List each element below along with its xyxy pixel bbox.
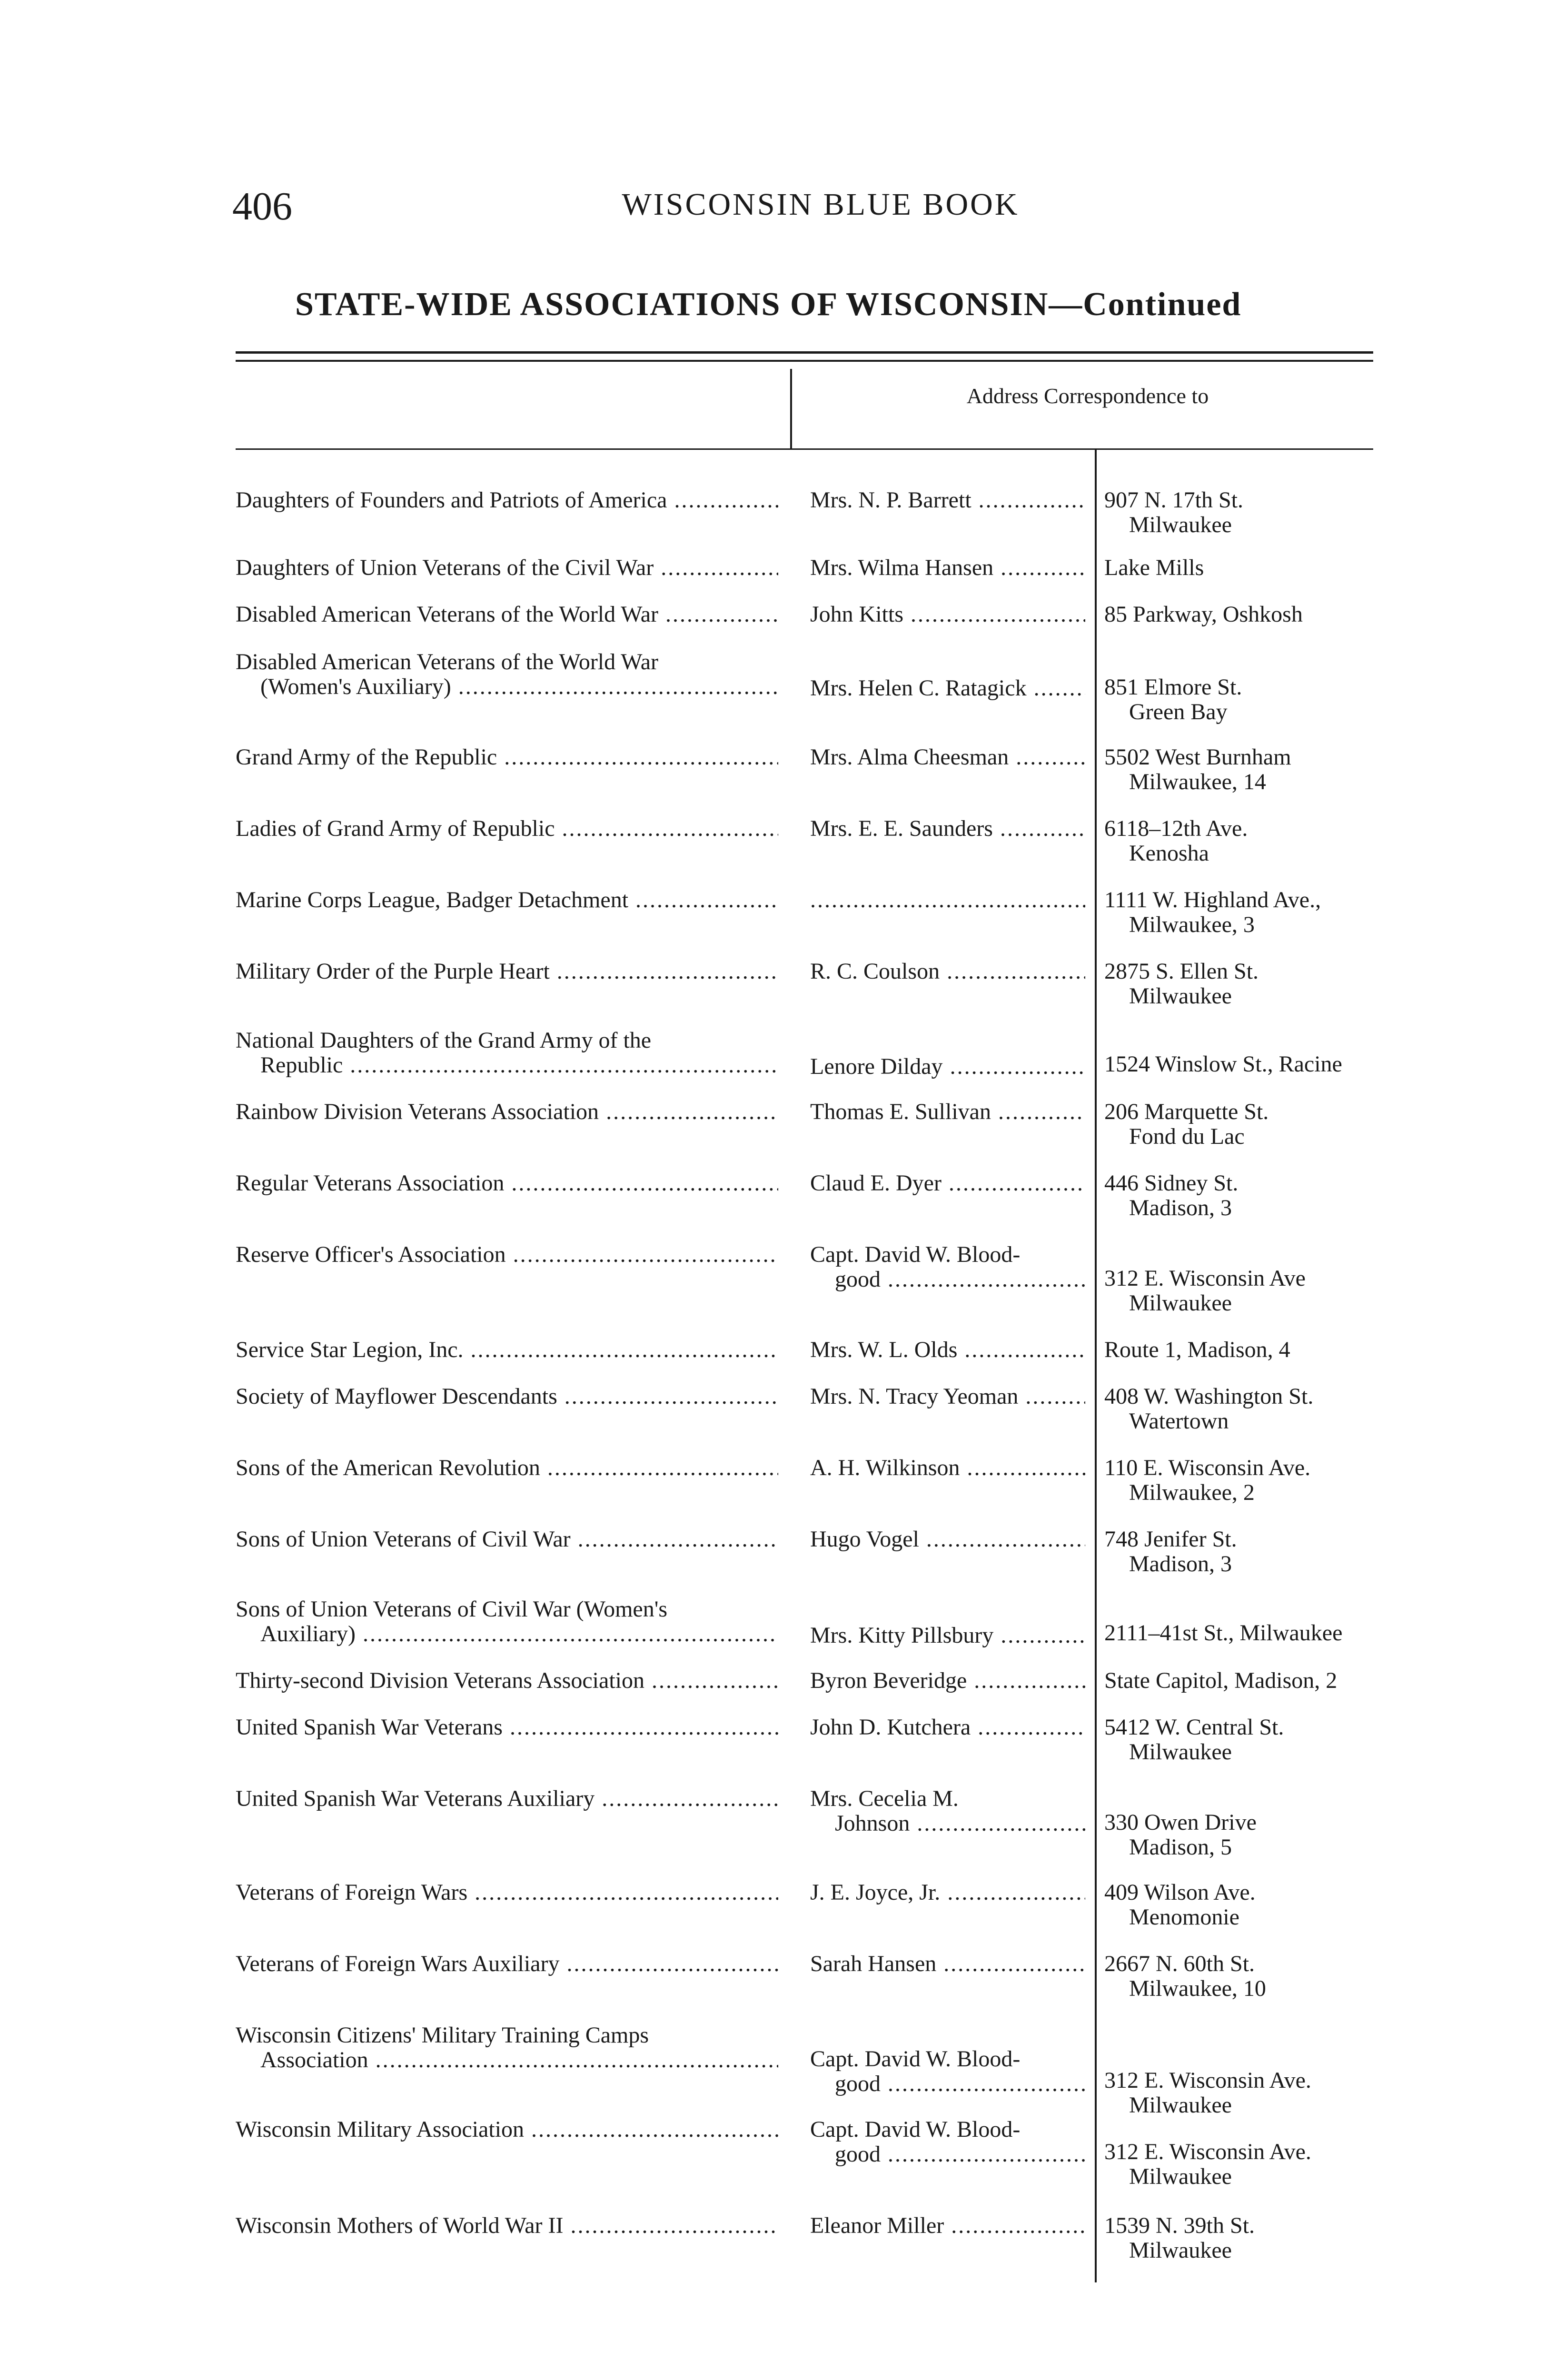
contact-address-line: Menomonie: [1129, 1904, 1239, 1930]
contact-address-line: 206 Marquette St.: [1104, 1099, 1269, 1124]
contact-name-line: Claud E. Dyer .....: [810, 1171, 1085, 1196]
contact-name-line: J. E. Joyce, Jr. .....: [810, 1880, 1085, 1905]
contact-name: [810, 959, 1085, 984]
association-name-line: Republic .....: [236, 1053, 778, 1078]
contact-name: [810, 1171, 1085, 1196]
association-name-line: Disabled American Veterans of the World War .....: [236, 602, 778, 627]
contact-name-line: Mrs. W. L. Olds .....: [810, 1338, 1085, 1362]
contact-address: [1104, 1810, 1390, 1860]
contact-name: [810, 2047, 1085, 2096]
association-name: [236, 1028, 778, 1078]
association-name: [236, 745, 778, 770]
contact-address-line: Route 1, Madison, 4: [1104, 1337, 1290, 1362]
contact-name-line: Mrs. Kitty Pillsbury .....: [810, 1623, 1085, 1648]
association-name: [236, 1338, 778, 1362]
association-name: [236, 1668, 778, 1693]
contact-address-line: 6118–12th Ave.: [1104, 816, 1248, 841]
association-name: [236, 1100, 778, 1124]
association-name-line: Ladies of Grand Army of Republic .....: [236, 816, 778, 841]
column-header: Address Correspondence to: [966, 384, 1209, 408]
contact-name-line: Sarah Hansen .....: [810, 1952, 1085, 1976]
association-name-line: Wisconsin Military Association .....: [236, 2117, 778, 2142]
contact-name-line: Johnson .....: [810, 1811, 1085, 1836]
contact-name: [810, 488, 1085, 513]
association-name: [236, 555, 778, 580]
contact-address-line: Milwaukee, 14: [1129, 769, 1266, 794]
contact-address-line: 2667 N. 60th St.: [1104, 1951, 1255, 1976]
association-name: [236, 2117, 778, 2142]
contact-address-line: 1539 N. 39th St.: [1104, 2213, 1255, 2238]
contact-name: [810, 1786, 1085, 1836]
contact-name-line: Mrs. Alma Cheesman .....: [810, 745, 1085, 770]
contact-address-line: Madison, 3: [1129, 1551, 1232, 1577]
contact-address-line: 5412 W. Central St.: [1104, 1715, 1284, 1740]
association-name-line: Reserve Officer's Association .....: [236, 1242, 778, 1267]
association-name-line: Daughters of Founders and Patriots of America .....: [236, 488, 778, 513]
contact-address-line: 2875 S. Ellen St.: [1104, 959, 1259, 984]
contact-address-line: 408 W. Washington St.: [1104, 1384, 1314, 1409]
contact-name-line: Mrs. Wilma Hansen .....: [810, 555, 1085, 580]
association-name: [236, 888, 778, 912]
contact-name-line: Thomas E. Sullivan .....: [810, 1100, 1085, 1124]
contact-address: [1104, 555, 1390, 580]
contact-name-line: Capt. David W. Blood-: [810, 1242, 1021, 1267]
association-name-line: Wisconsin Mothers of World War II .....: [236, 2213, 778, 2238]
contact-address-line: State Capitol, Madison, 2: [1104, 1668, 1338, 1693]
contact-name: [810, 1384, 1085, 1409]
association-name: [236, 488, 778, 513]
contact-name-line: Eleanor Miller .....: [810, 2213, 1085, 2238]
contact-address-line: Milwaukee: [1129, 2238, 1232, 2263]
contact-address-line: Milwaukee: [1129, 2092, 1232, 2118]
contact-address-line: 748 Jenifer St.: [1104, 1527, 1237, 1552]
contact-address: [1104, 1266, 1390, 1316]
contact-name-line: Mrs. Helen C. Ratagick .....: [810, 676, 1085, 701]
contact-address-line: 1524 Winslow St., Racine: [1104, 1051, 1342, 1077]
contact-name-line: Lenore Dilday .....: [810, 1054, 1085, 1079]
contact-address-line: 312 E. Wisconsin Ave: [1104, 1266, 1306, 1291]
contact-name: [810, 1054, 1085, 1079]
association-name: [236, 602, 778, 627]
association-name: [236, 1456, 778, 1480]
contact-name-line: good .....: [810, 1267, 1085, 1292]
contact-address-line: Madison, 3: [1129, 1195, 1232, 1220]
contact-address: [1104, 1668, 1390, 1693]
association-name-line: (Women's Auxiliary) .....: [236, 674, 778, 699]
contact-address: [1104, 888, 1390, 937]
contact-address: [1104, 816, 1390, 866]
contact-name: [810, 1880, 1085, 1905]
contact-address: [1104, 1171, 1390, 1220]
association-name-line: Thirty-second Division Veterans Association .....: [236, 1668, 778, 1693]
contact-address: [1104, 2140, 1390, 2189]
association-name: [236, 1597, 778, 1646]
association-name-line: Sons of the American Revolution .....: [236, 1456, 778, 1480]
contact-address-line: Milwaukee: [1129, 512, 1232, 537]
contact-name: [810, 1242, 1085, 1292]
contact-name: [810, 1338, 1085, 1362]
contact-name-line: good .....: [810, 2072, 1085, 2096]
association-name-line: Rainbow Division Veterans Association .....: [236, 1100, 778, 1124]
contact-address-line: Green Bay: [1129, 699, 1228, 724]
association-name-line: United Spanish War Veterans Auxiliary .....: [236, 1786, 778, 1811]
association-name-line: Regular Veterans Association .....: [236, 1171, 778, 1196]
contact-address-line: Milwaukee, 10: [1129, 1976, 1266, 2001]
contact-address-line: 330 Owen Drive: [1104, 1810, 1257, 1835]
contact-name-line: Capt. David W. Blood-: [810, 2047, 1021, 2072]
contact-address: [1104, 745, 1390, 794]
contact-name-line: Hugo Vogel .....: [810, 1527, 1085, 1552]
page-number: 406: [232, 184, 292, 228]
contact-address: [1104, 1384, 1390, 1434]
contact-name: [810, 602, 1085, 627]
contact-address-line: 312 E. Wisconsin Ave.: [1104, 2068, 1311, 2093]
contact-address: [1104, 1952, 1390, 2001]
contact-address: [1104, 1100, 1390, 1149]
header-vertical-rule: [790, 369, 792, 450]
association-name-line: Grand Army of the Republic .....: [236, 745, 778, 770]
association-name: [236, 2213, 778, 2238]
top-double-rule-2: [236, 360, 1373, 362]
running-title: WISCONSIN BLUE BOOK: [622, 187, 1020, 222]
contact-address-line: Watertown: [1129, 1408, 1229, 1434]
contact-name: [810, 676, 1085, 701]
contact-address-line: Fond du Lac: [1129, 1124, 1245, 1149]
contact-name-line: Byron Beveridge .....: [810, 1668, 1085, 1693]
contact-address: [1104, 1456, 1390, 1505]
association-name: [236, 1384, 778, 1409]
contact-address-line: Milwaukee: [1129, 1290, 1232, 1316]
contact-address-line: 110 E. Wisconsin Ave.: [1104, 1455, 1311, 1480]
association-name-line: Daughters of Union Veterans of the Civil War .....: [236, 555, 778, 580]
contact-address: [1104, 1715, 1390, 1765]
contact-address-line: Milwaukee: [1129, 983, 1232, 1009]
contact-name: [810, 2117, 1085, 2167]
contact-address-line: Milwaukee: [1129, 1739, 1232, 1765]
contact-address: [1104, 2213, 1390, 2263]
section-title: STATE-WIDE ASSOCIATIONS OF WISCONSIN—Continued: [295, 286, 1242, 323]
association-name-line: Veterans of Foreign Wars .....: [236, 1880, 778, 1905]
association-name: [236, 2023, 778, 2073]
contact-name: [810, 1527, 1085, 1552]
contact-address: [1104, 2068, 1390, 2118]
association-name: [236, 1242, 778, 1267]
contact-address-line: 907 N. 17th St.: [1104, 487, 1244, 513]
contact-address-line: 851 Elmore St.: [1104, 674, 1242, 700]
association-name-line: Auxiliary) .....: [236, 1622, 778, 1646]
contact-address-line: 312 E. Wisconsin Ave.: [1104, 2139, 1311, 2164]
association-name-line: United Spanish War Veterans .....: [236, 1715, 778, 1740]
contact-name-line: [810, 888, 1085, 912]
contact-name: [810, 1623, 1085, 1648]
header-bottom-rule-left: [236, 448, 790, 450]
contact-name-line: Mrs. E. E. Saunders .....: [810, 816, 1085, 841]
contact-name: [810, 1952, 1085, 1976]
association-name: [236, 1527, 778, 1552]
association-name-line: Sons of Union Veterans of Civil War (Women's: [236, 1597, 668, 1622]
contact-name-line: R. C. Coulson .....: [810, 959, 1085, 984]
contact-address: [1104, 1527, 1390, 1577]
contact-name: [810, 1100, 1085, 1124]
association-name: [236, 1715, 778, 1740]
association-name-line: Sons of Union Veterans of Civil War .....: [236, 1527, 778, 1552]
contact-name: [810, 555, 1085, 580]
contact-address-line: Kenosha: [1129, 841, 1209, 866]
contact-address-line: Lake Mills: [1104, 555, 1204, 580]
contact-address-line: 409 Wilson Ave.: [1104, 1880, 1256, 1905]
association-name: [236, 650, 778, 699]
association-name: [236, 816, 778, 841]
association-name: [236, 1952, 778, 1976]
contact-address-line: 2111–41st St., Milwaukee: [1104, 1620, 1343, 1646]
association-name-line: Service Star Legion, Inc. .....: [236, 1338, 778, 1362]
contact-name-line: John D. Kutchera .....: [810, 1715, 1085, 1740]
contact-name: [810, 745, 1085, 770]
association-name-line: National Daughters of the Grand Army of the: [236, 1028, 652, 1053]
association-name-line: Disabled American Veterans of the World War: [236, 650, 659, 674]
association-name: [236, 1880, 778, 1905]
contact-name: [810, 816, 1085, 841]
association-name-line: Wisconsin Citizens' Military Training Camps: [236, 2023, 649, 2048]
contact-address: [1104, 675, 1390, 724]
contact-name-line: good .....: [810, 2142, 1085, 2167]
contact-name: [810, 1456, 1085, 1480]
header-bottom-rule-right: [792, 448, 1373, 450]
contact-address: [1104, 959, 1390, 1009]
contact-address-line: Madison, 5: [1129, 1835, 1232, 1860]
address-column-rule: [1095, 450, 1097, 2282]
contact-address-line: 5502 West Burnham: [1104, 744, 1291, 770]
contact-name: [810, 1715, 1085, 1740]
association-name: [236, 959, 778, 984]
contact-name: [810, 1668, 1085, 1693]
association-name-line: Association .....: [236, 2048, 778, 2073]
contact-name-line: Capt. David W. Blood-: [810, 2117, 1021, 2142]
contact-name: [810, 888, 1085, 912]
contact-name: [810, 2213, 1085, 2238]
association-name-line: Marine Corps League, Badger Detachment .....: [236, 888, 778, 912]
association-name: [236, 1171, 778, 1196]
contact-address: [1104, 1052, 1390, 1077]
association-name-line: Military Order of the Purple Heart .....: [236, 959, 778, 984]
contact-address-line: 1111 W. Highland Ave.,: [1104, 887, 1321, 912]
contact-address-line: Milwaukee, 2: [1129, 1480, 1255, 1505]
association-name-line: Veterans of Foreign Wars Auxiliary .....: [236, 1952, 778, 1976]
contact-address-line: 85 Parkway, Oshkosh: [1104, 602, 1303, 627]
contact-name-line: Mrs. N. P. Barrett .....: [810, 488, 1085, 513]
contact-name-line: Mrs. Cecelia M.: [810, 1786, 959, 1811]
association-name-line: Society of Mayflower Descendants .....: [236, 1384, 778, 1409]
contact-address: [1104, 488, 1390, 537]
contact-address: [1104, 1621, 1390, 1646]
contact-address-line: Milwaukee: [1129, 2164, 1232, 2189]
contact-name-line: John Kitts .....: [810, 602, 1085, 627]
association-name: [236, 1786, 778, 1811]
contact-address-line: 446 Sidney St.: [1104, 1170, 1239, 1196]
contact-address: [1104, 1880, 1390, 1930]
contact-address: [1104, 1338, 1390, 1362]
top-double-rule-1: [236, 351, 1373, 354]
contact-name-line: Mrs. N. Tracy Yeoman .....: [810, 1384, 1085, 1409]
contact-address: [1104, 602, 1390, 627]
contact-address-line: Milwaukee, 3: [1129, 912, 1255, 937]
contact-name-line: A. H. Wilkinson .....: [810, 1456, 1085, 1480]
